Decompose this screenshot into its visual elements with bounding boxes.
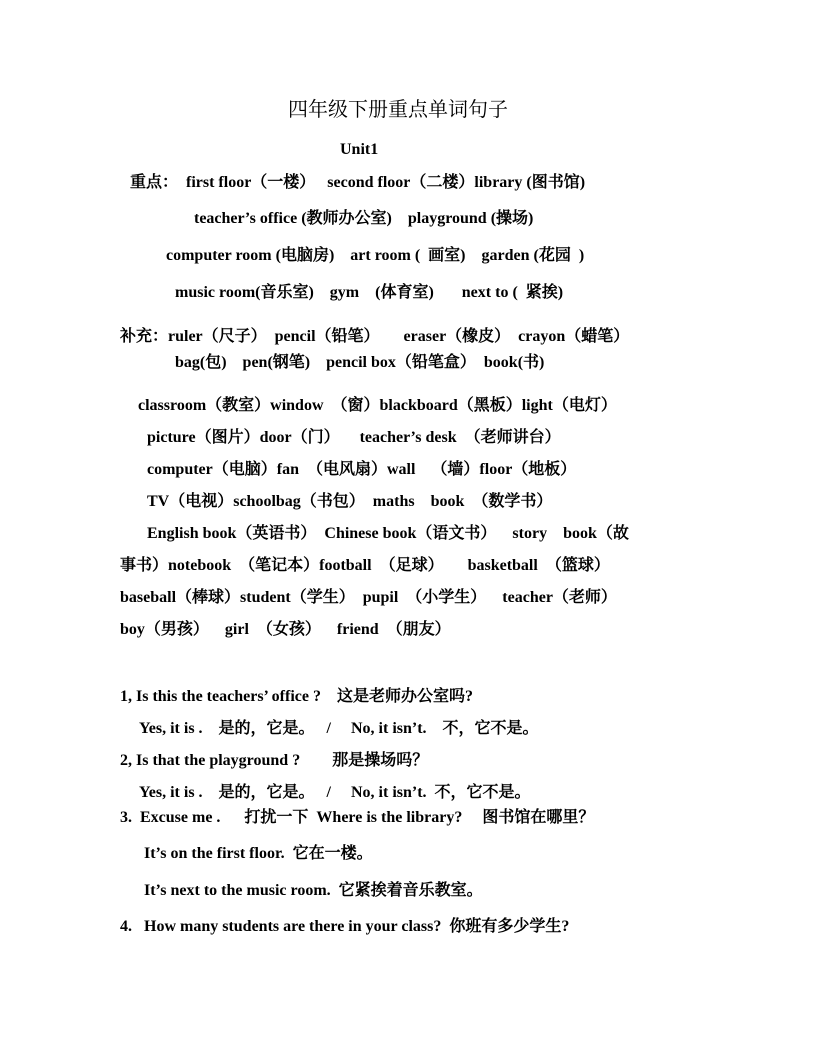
sentence-line-8: 4. How many students are there in your class? 你班有多少学生? — [120, 918, 570, 935]
key-words-line-2: teacher’s office (教师办公室) playground (操场) — [194, 210, 534, 227]
sentence-line-3: 2, Is that the playground ? 那是操场吗？ — [120, 752, 429, 769]
sentence-line-1: 1, Is this the teachers’ office ? 这是老师办公室吗? — [120, 688, 473, 705]
key-words-line-4: music room(音乐室) gym (体育室) next to ( 紧挨) — [175, 284, 564, 301]
supplement-line-1: 补充：ruler（尺子） pencil（铅笔） eraser（橡皮） crayon（蜡笔） — [120, 328, 630, 345]
vocab-line-7: baseball（棒球）student（学生） pupil （小学生） teacher（老师） — [120, 589, 617, 606]
sentence-line-6: It’s on the first floor. 它在一楼。 — [144, 845, 373, 862]
vocab-line-6: 事书）notebook （笔记本）football （足球） basketball （篮球） — [120, 557, 610, 574]
vocab-line-5: English book（英语书） Chinese book（语文书） story book（故 — [147, 525, 629, 542]
sentence-line-2: Yes, it is . 是的，它是。 / No, it isn’t. 不，它不是。 — [139, 720, 539, 737]
supplement-line-2: bag(包) pen(钢笔) pencil box（铅笔盒） book(书) — [175, 354, 545, 371]
vocab-line-1: classroom（教室）window （窗）blackboard（黑板）light（电灯） — [138, 397, 617, 414]
vocab-line-3: computer（电脑）fan （电风扇）wall （墙）floor（地板） — [147, 461, 577, 478]
sentence-line-7: It’s next to the music room. 它紧挨着音乐教室。 — [144, 882, 483, 899]
vocab-line-4: TV（电视）schoolbag（书包） maths book （数学书） — [147, 493, 553, 510]
key-words-line-1: 重点： first floor（一楼） second floor（二楼）library (图书馆) — [130, 174, 586, 191]
unit-heading: Unit1 — [340, 141, 379, 158]
key-words-line-3: computer room (电脑房) art room ( 画室) garden (花园 ) — [166, 247, 585, 264]
page-title: 四年级下册重点单词句子 — [288, 99, 508, 121]
sentence-line-5: 3. Excuse me . 打扰一下 Where is the library? 图书馆在哪里？ — [120, 809, 595, 826]
vocab-line-2: picture（图片）door（门） teacher’s desk （老师讲台） — [147, 429, 561, 446]
sentence-line-4: Yes, it is . 是的，它是。 / No, it isn’t. 不，它不是。 — [139, 784, 531, 801]
vocab-line-8: boy（男孩） girl （女孩） friend （朋友） — [120, 621, 451, 638]
